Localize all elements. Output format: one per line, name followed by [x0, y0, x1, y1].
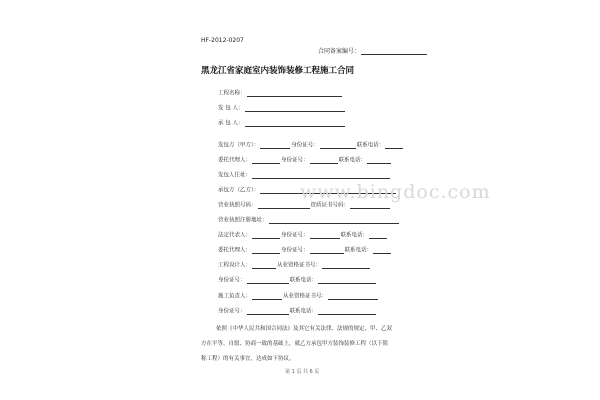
party-b-agent-phone-blank [373, 248, 391, 254]
site-manager-cert-label: 从业资格证书号： [283, 293, 328, 300]
party-b-agent-id-label: 身份证号： [281, 247, 309, 254]
preamble-line-3: 称工程）的有关事宜，达成如下协议。 [201, 356, 295, 362]
license-row [218, 203, 391, 209]
site-manager-row [218, 294, 379, 300]
party-a-agent-id-label: 身份证号： [281, 157, 309, 164]
party-a-id-label: 身份证号： [291, 142, 319, 149]
legal-rep-phone-label: 联系电话： [340, 232, 369, 239]
designer-id-label: 身份证号： [218, 277, 246, 284]
filing-number-label: 合同备案编号： [318, 48, 361, 55]
preamble-line-2: 方在平等、自愿、协商一致的基础上，就乙方承包甲方装饰装修工程（以下简 [201, 341, 389, 347]
party-b-agent-label: 委托代理人： [218, 247, 252, 254]
project-name-label: 工程名称： [218, 90, 246, 97]
client-blank [245, 106, 345, 112]
legal-rep-blank [252, 233, 280, 239]
party-a-agent-id-blank [310, 158, 338, 164]
site-watermark: www.bingdoc.com [300, 181, 491, 203]
legal-rep-id-label: 身份证号： [281, 232, 309, 239]
license-number-label: 营业执照号码： [218, 202, 257, 209]
site-manager-label: 施工负责人： [218, 293, 252, 300]
party-b-agent-phone-label: 联系电话： [344, 247, 373, 254]
page-indicator: 第 1 页 共 6 页 [285, 369, 320, 375]
party-b-agent-blank [252, 248, 280, 254]
site-manager-blank [252, 294, 282, 300]
party-a-blank [260, 143, 290, 149]
party-a-id-blank [320, 143, 356, 149]
designer-row [218, 263, 371, 269]
party-a-agent-label: 委托代理人： [218, 157, 252, 164]
legal-rep-label: 法定代表人： [218, 232, 252, 239]
designer-blank [252, 263, 276, 269]
party-a-phone-blank [385, 143, 403, 149]
designer-cert-blank [322, 263, 370, 269]
party-b-agent-id-blank [310, 248, 344, 254]
contract-title: 黑龙江省家庭室内装饰装修工程施工合同 [201, 66, 355, 76]
party-a-agent-blank [252, 158, 280, 164]
legal-rep-id-blank [310, 233, 340, 239]
filing-number-blank [361, 49, 427, 55]
designer-id-row [218, 278, 377, 284]
contractor-label: 承 包 人： [218, 120, 244, 127]
preamble-line-1: 依照《中华人民共和国合同法》及其它有关法律、法规的规定，甲、乙双 [216, 326, 393, 332]
site-manager-phone-label: 联系电话： [289, 308, 318, 315]
party-a-address-label: 发包人住址： [218, 172, 252, 179]
contractor-row [218, 121, 346, 127]
project-name-row [218, 91, 343, 97]
party-a-agent-phone-blank [367, 158, 391, 164]
client-row [218, 106, 346, 112]
license-address-blank [269, 218, 399, 224]
designer-phone-blank [318, 278, 376, 284]
client-label: 发 包 人： [218, 105, 244, 112]
designer-cert-label: 从业资格证书号： [277, 262, 322, 269]
party-b-agent-row [218, 248, 392, 254]
site-manager-id-row [218, 309, 377, 315]
designer-phone-label: 联系电话： [289, 277, 318, 284]
designer-id-blank [247, 278, 289, 284]
party-b-label: 承包方（乙方）： [218, 187, 260, 194]
project-name-blank [247, 91, 342, 97]
filing-number-field [318, 49, 428, 55]
qualification-number-blank [350, 203, 390, 209]
site-manager-cert-blank [328, 294, 378, 300]
license-address-row [218, 218, 400, 224]
designer-label: 工程设计人： [218, 262, 252, 269]
legal-rep-phone-blank [369, 233, 387, 239]
license-number-blank [258, 203, 310, 209]
contractor-blank [245, 121, 345, 127]
party-a-row [218, 143, 404, 149]
party-a-phone-label: 联系电话： [356, 142, 385, 149]
legal-rep-row [218, 233, 388, 239]
license-address-label: 营业执照注册地址： [218, 217, 268, 224]
qualification-number-label: 资质证书号码： [310, 202, 350, 209]
site-manager-id-blank [247, 309, 289, 315]
site-manager-id-label: 身份证号： [218, 308, 246, 315]
site-manager-phone-blank [318, 309, 376, 315]
party-a-address-row [218, 173, 391, 179]
party-a-agent-phone-label: 联系电话： [338, 157, 367, 164]
document-code: HF-2012-0207 [201, 37, 244, 44]
party-a-label: 发包方（甲方）： [218, 142, 260, 149]
party-a-address-blank [252, 173, 390, 179]
party-a-agent-row [218, 158, 392, 164]
